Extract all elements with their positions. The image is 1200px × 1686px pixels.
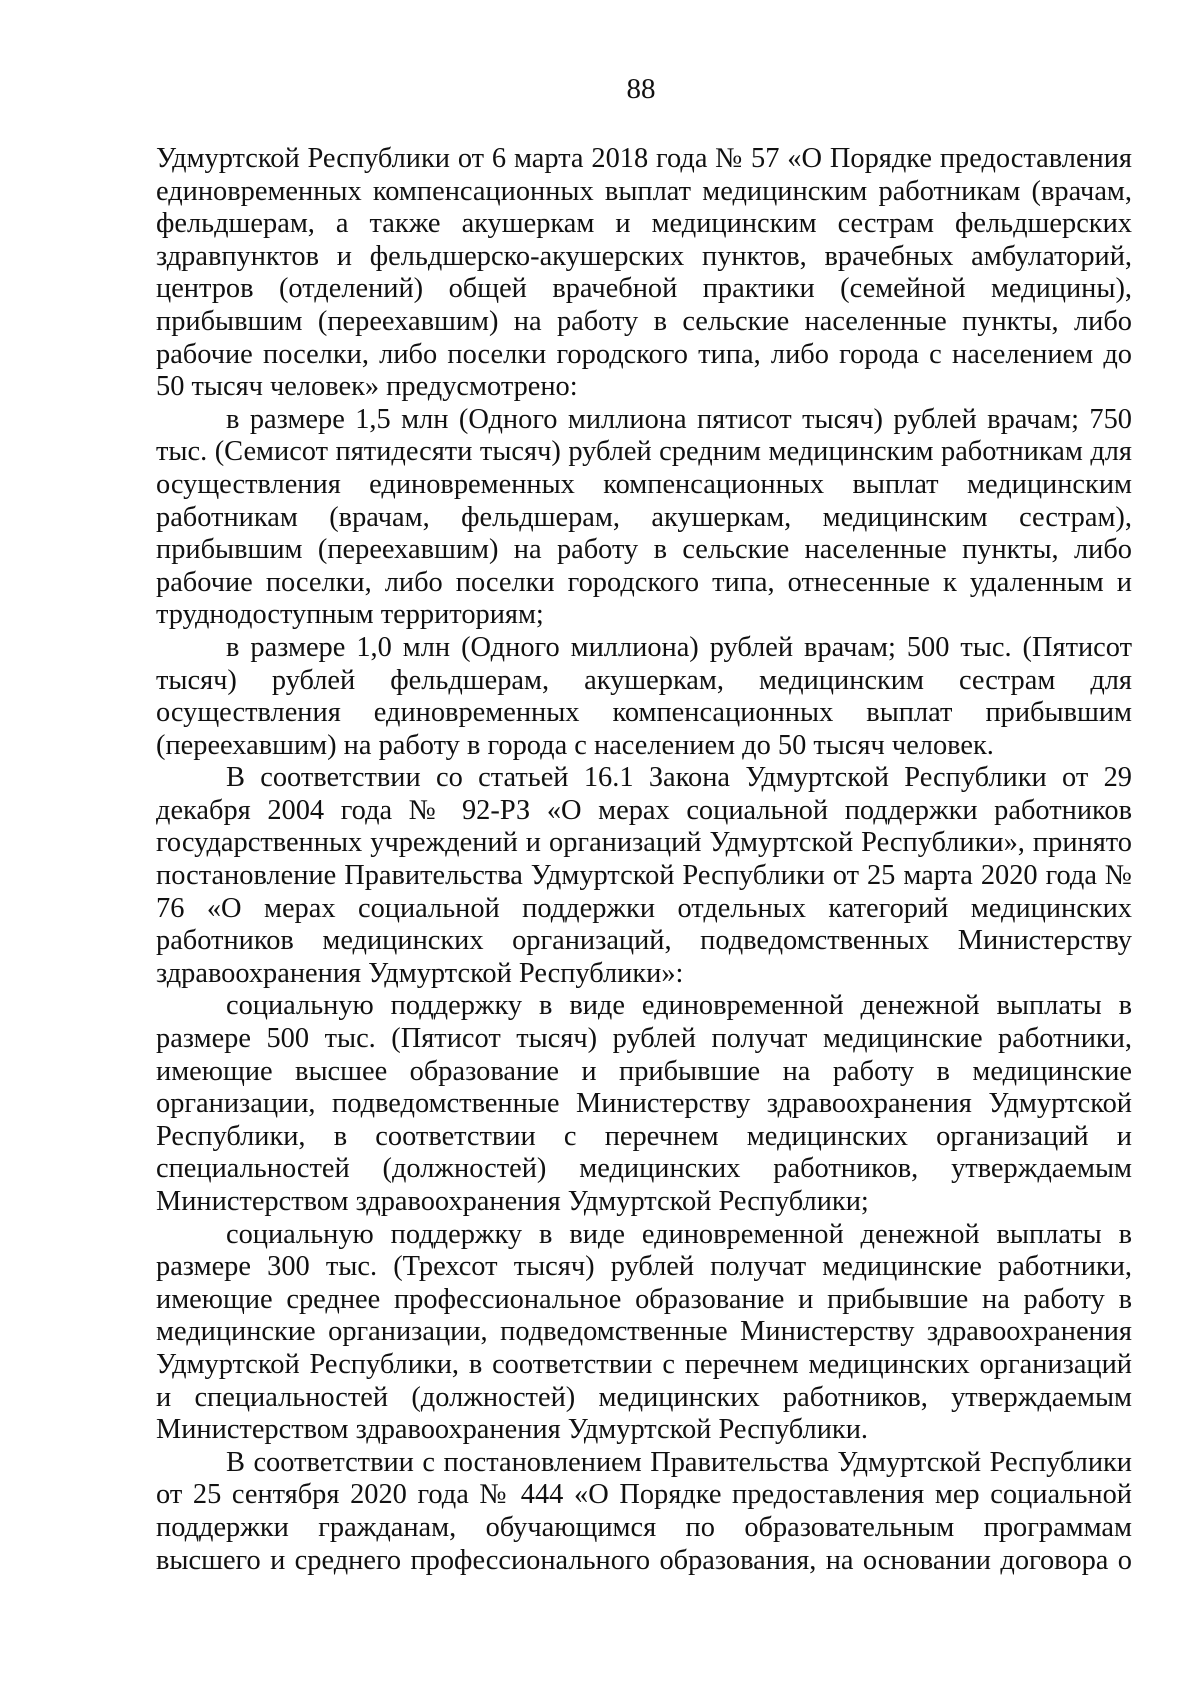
paragraph-payment-1-5-mln: в размере 1,5 млн (Одного миллиона пятисот тысяч) рублей врачам; 750 тыс. (Семисот пятидесяти тысяч) рублей средним медицинским работникам для осуществления единовременных компенсационных выплат медицинским работникам (врачам, фельдшерам, акушеркам, медицинским сестрам), прибывшим (переехавшим) на работу в сельские населенные пункты, либо рабочие поселки, либо поселки городского типа, отнесенные к удаленным и труднодоступным территориям;: [156, 403, 1132, 631]
paragraph-resolution-444: В соответствии с постановлением Правительства Удмуртской Республики от 25 сентября 2020 года № 444 «О Порядке предоставления мер социальной поддержки гражданам, обучающимся по образовательным программам высшего и среднего профессионального образования, на основании договора о: [156, 1446, 1132, 1576]
document-body: [156, 143, 1132, 1577]
paragraph-payment-500-thousand: социальную поддержку в виде единовременной денежной выплаты в размере 500 тыс. (Пятисот тысяч) рублей получат медицинские работники, имеющие высшее образование и прибывшие на работу в медицинские организации, подведомственные Министерству здравоохранения Удмуртской Республики, в соответствии с перечнем медицинских организаций и специальностей (должностей) медицинских работников, утверждаемым Министерством здравоохранения Удмуртской Республики;: [156, 990, 1132, 1217]
paragraph-law-16-1: В соответствии со статьей 16.1 Закона Удмуртской Республики от 29 декабря 2004 года № 92-РЗ «О мерах социальной поддержки работников государственных учреждений и организаций Удмуртской Республики», принято постановление Правительства Удмуртской Республики от 25 марта 2020 года № 76 «О мерах социальной поддержки отдельных категорий медицинских работников медицинских организаций, подведомственных Министерству здравоохранения Удмуртской Республики»:: [156, 762, 1132, 989]
paragraph-continuation: Удмуртской Республики от 6 марта 2018 года № 57 «О Порядке предоставления единовременных компенсационных выплат медицинским работникам (врачам, фельдшерам, а также акушеркам и медицинским сестрам фельдшерских здравпунктов и фельдшерско-акушерских пунктов, врачебных амбулаторий, центров (отделений) общей врачебной практики (семейной медицины), прибывшим (переехавшим) на работу в сельские населенные пункты, либо рабочие поселки, либо поселки городского типа, либо города с населением до 50 тысяч человек» предусмотрено:: [156, 143, 1132, 403]
page-number: 88: [626, 73, 656, 105]
paragraph-payment-1-0-mln: в размере 1,0 млн (Одного миллиона) рублей врачам; 500 тыс. (Пятисот тысяч) рублей фельдшерам, акушеркам, медицинским сестрам для осуществления единовременных компенсационных выплат прибывшим (переехавшим) на работу в города с населением до 50 тысяч человек.: [156, 631, 1132, 761]
paragraph-payment-300-thousand: социальную поддержку в виде единовременной денежной выплаты в размере 300 тыс. (Трехсот тысяч) рублей получат медицинские работники, имеющие среднее профессиональное образование и прибывшие на работу в медицинские организации, подведомственные Министерству здравоохранения Удмуртской Республики, в соответствии с перечнем медицинских организаций и специальностей (должностей) медицинских работников, утверждаемым Министерством здравоохранения Удмуртской Республики.: [156, 1218, 1132, 1446]
